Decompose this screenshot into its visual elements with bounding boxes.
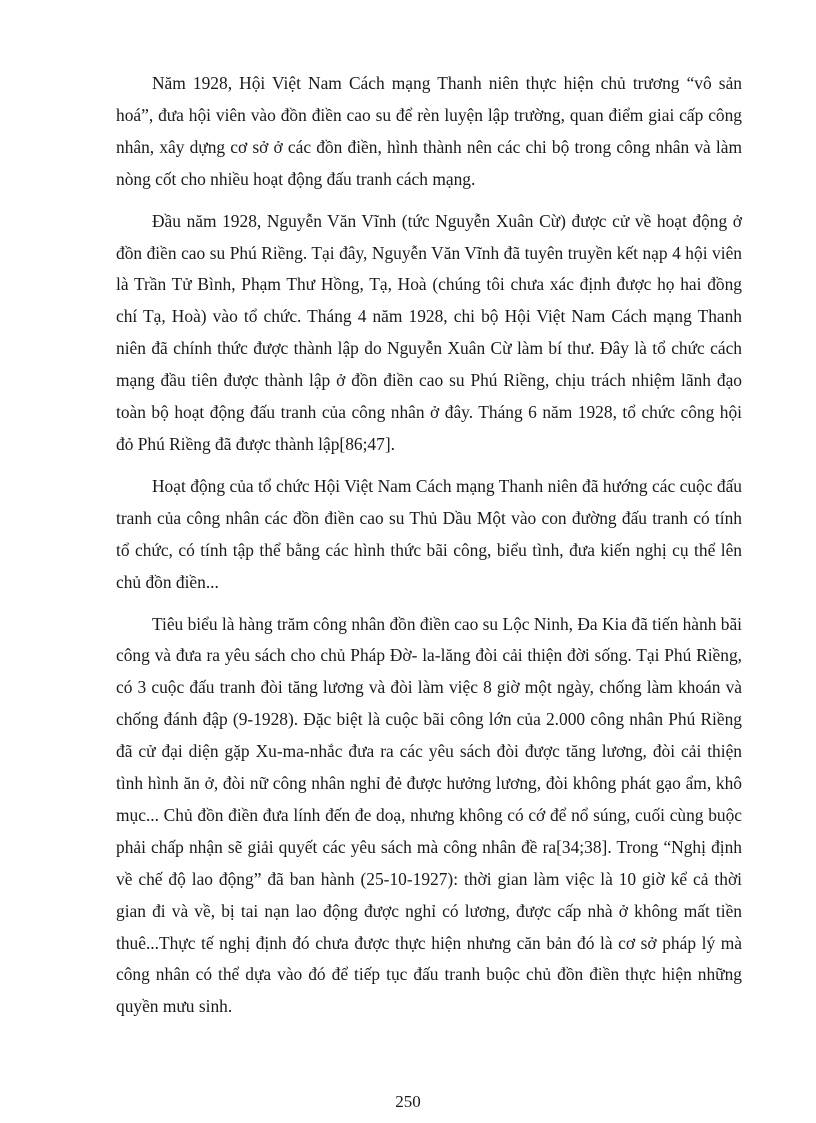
page-body [116, 68, 742, 1033]
paragraph-2: Đầu năm 1928, Nguyễn Văn Vĩnh (tức Nguyễn Xuân Cừ) được cử về hoạt động ở đồn điền cao su Phú Riềng. Tại đây, Nguyễn Văn Vĩnh đã tuyên truyền kết nạp 4 hội viên là Trần Tử Bình, Phạm Thư Hồng, Tạ, Hoà (chúng tôi chưa xác định được họ hai đồng chí Tạ, Hoà) vào tổ chức. Tháng 4 năm 1928, chi bộ Hội Việt Nam Cách mạng Thanh niên đã chính thức được thành lập do Nguyễn Xuân Cừ làm bí thư. Đây là tổ chức cách mạng đầu tiên được thành lập ở đồn điền cao su Phú Riềng, chịu trách nhiệm lãnh đạo toàn bộ hoạt động đấu tranh của công nhân ở đây. Tháng 6 năm 1928, tổ chức công hội đỏ Phú Riềng đã được thành lập[86;47]. [116, 210, 742, 454]
paragraph-3: Hoạt động của tổ chức Hội Việt Nam Cách mạng Thanh niên đã hướng các cuộc đấu tranh của công nhân các đồn điền cao su Thủ Dầu Một vào con đường đấu tranh có tính tổ chức, có tính tập thể bằng các hình thức bãi công, biểu tình, đưa kiến nghị cụ thể lên chủ đồn điền... [116, 475, 742, 592]
paragraph-1: Năm 1928, Hội Việt Nam Cách mạng Thanh niên thực hiện chủ trương “vô sản hoá”, đưa hội viên vào đồn điền cao su để rèn luyện lập trường, quan điểm giai cấp công nhân, xây dựng cơ sở ở các đồn điền, hình thành nên các chi bộ trong công nhân và làm nòng cốt cho nhiều hoạt động đấu tranh cách mạng. [116, 73, 742, 189]
page-number: 250 [395, 1092, 421, 1111]
paragraph-4: Tiêu biểu là hàng trăm công nhân đồn điền cao su Lộc Ninh, Đa Kia đã tiến hành bãi công và đưa ra yêu sách cho chủ Pháp Đờ- la-lăng đòi cải thiện đời sống. Tại Phú Riềng, có 3 cuộc đấu tranh đòi tăng lương và đòi làm việc 8 giờ một ngày, chống làm khoán và chống đánh đập (9-1928). Đặc biệt là cuộc bãi công lớn của 2.000 công nhân Phú Riềng đã cử đại diện gặp Xu-ma-nhắc đưa ra các yêu sách đòi được tăng lương, đòi cải thiện tình hình ăn ở, đòi nữ công nhân nghỉ đẻ được hưởng lương, đòi không phát gạo ẩm, khô mục... Chủ đồn điền đưa lính đến đe doạ, nhưng không có cớ để nổ súng, cuối cùng buộc phải chấp nhận sẽ giải quyết các yêu sách mà công nhân đề ra[34;38]. Trong “Nghị định về chế độ lao động” đã ban hành (25-10-1927): thời gian làm việc là 10 giờ kể cả thời gian đi và về, bị tai nạn lao động được nghỉ có lương, được cấp nhà ở không mất tiền thuê...Thực tế nghị định đó chưa được thực hiện nhưng căn bản đó là cơ sở pháp lý mà công nhân có thể dựa vào đó để tiếp tục đấu tranh buộc chủ đồn điền thực hiện những quyền mưu sinh. [116, 613, 743, 1017]
